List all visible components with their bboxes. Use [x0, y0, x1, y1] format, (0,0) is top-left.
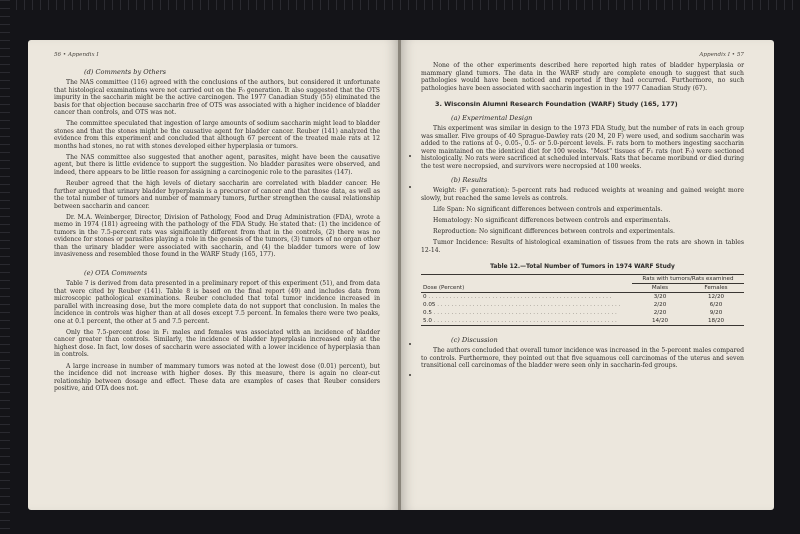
table-empty-cell: [421, 275, 632, 284]
right-page: [401, 40, 774, 510]
left-running-head: 56 • Appendix I: [54, 52, 99, 58]
table-dose-cell: 5.0 . . .: [421, 317, 632, 326]
scan-ruler-top: [0, 0, 800, 10]
table-females-cell: 12/20: [707, 294, 725, 301]
table-males-cell: 14/20: [651, 318, 669, 325]
binding-mark: [409, 343, 411, 345]
left-page: [28, 40, 398, 510]
table-females-cell: 6/20: [709, 302, 723, 309]
results-paragraph: Hematology: No significant differences between controls and experimentals.: [433, 217, 671, 225]
table-females-cell: 9/20: [709, 310, 723, 317]
discussion-paragraph: The authors concluded that overall tumor incidence was increased in the 5-percent males compared to controls. Furthermore, they pointed out that five squamous cell carcinomas of the uterus and seven transitional cell carcinomas of the bladder were seen only in saccharin-fed groups.: [421, 347, 744, 370]
left-paragraph: The committee speculated that ingestion of large amounts of sodium saccharin might lead to bladder stones and that the stones might be the causative agent for bladder cancer. Reuber (141) analyzed the evidence from this experiment and concluded that although 67 percent of the treated male rats at 12 months had stones, no rat with stones developed either hyperplasia or tumors.: [54, 120, 380, 150]
warf-section-heading: 3. Wisconsin Alumni Research Foundation (WARF) Study (165, 177): [435, 100, 678, 109]
table-dose-cell: 0 . . .: [421, 293, 632, 302]
design-paragraph: This experiment was similar in design to the 1973 FDA Study, but the number of rats in each group was smaller. Five groups of 40 Sprague-Dawley rats (20 M, 20 F) were used, and sodium saccharin was added to the rations at 0-, 0.05-, 0.5- or 5.0-percent levels. F₁ rats born to mothers ingesting saccharin were maintained on the identical diet for 100 weeks. "Most" tissues of F₁ rats (not F₀) were sectioned histologically. No rats were sacrificed at scheduled intervals. Rats that became moribund or died during the test were necropsied, and survivors were necropsied at 100 weeks.: [421, 125, 744, 170]
table-row: [421, 293, 744, 302]
results-paragraph: Weight: (F₁ generation): 5-percent rats had reduced weights at weaning and gained weight more slowly, but reached the same levels as controls.: [421, 187, 744, 203]
table-row: [421, 301, 744, 309]
table-males-cell: 2/20: [653, 302, 667, 309]
table-dose-header: Dose (Percent): [423, 285, 465, 292]
table-dose-cell: 0.5 . . .: [421, 309, 632, 317]
table-males-header: Males: [651, 285, 669, 292]
binding-mark: [409, 374, 411, 376]
binding-mark: [409, 155, 411, 157]
tumor-table: [421, 274, 744, 326]
table-group-header: Rats with tumors/Rats examined: [632, 275, 744, 284]
left-paragraph: Reuber agreed that the high levels of dietary saccharin are correlated with bladder cancer. He further argued that urinary bladder hyperplasia is a precursor of cancer and that those data, as well as the total number of tumors and number of mammary tumors, further strengthen the causal relationship between saccharin and cancer.: [54, 180, 380, 210]
results-paragraph: Life Span: No significant differences between controls and experimentals.: [433, 206, 663, 214]
results-paragraph: Tumor Incidence: Results of histological examination of tissues from the rats are shown in tables 12-14.: [421, 239, 744, 254]
ota-paragraph: A large increase in number of mammary tumors was noted at the lowest dose (0.01) percent), but the incidence did not increase with higher doses. By this measure, there is again no clear-cut relationship between dosage and effect. These data are examples of cases that Reuber considers positive, and OTA does not.: [54, 362, 380, 393]
table-males-cell: 3/20: [653, 294, 667, 301]
ota-paragraph: Table 7 is derived from data presented in a preliminary report of this experiment (51), and from data that were cited by Reuber (141). Table 8 is based on the final report (49) and includes data from microscopic pathological examinations. Reuber concluded that total tumor incidence increased in parallel with increasing dose, but the more complete data do not support that conclusion. In males the incidence in controls was higher than at all doses except 7.5 percent. In females there were two peaks, one at 0.1 percent, the other at 5 and 7.5 percent.: [54, 280, 380, 325]
table-females-header: Females: [704, 285, 728, 292]
right-intro-paragraph: None of the other experiments described here reported high rates of bladder hyperplasia or mammary gland tumors. The data in the WARF study are complete enough to suggest that such pathologies would have been noticed and reported if they had occurred. Furthermore, no such pathologies have been associated with saccharin ingestion in the 1977 Canadian Study (67).: [421, 62, 744, 92]
left-paragraph: The NAS committee (116) agreed with the conclusions of the authors, but considered it unfortunate that histological examinations were not carried out on the F₀ generation. It also suggested that the OTS impurity in the saccharin might be the active carcinogen. The 1977 Canadian Study (55) eliminated the basis for that objection because saccharin free of OTS was associated with a higher incidence of bladder cancer than controls, and OTS was not.: [54, 79, 380, 117]
table-row: [421, 309, 744, 317]
scan-ruler-left: [0, 0, 10, 534]
results-paragraph: Reproduction: No significant differences between controls and experimentals.: [433, 228, 675, 236]
left-paragraph: Dr. M.A. Weinberger, Director, Division of Pathology, Food and Drug Administration (FDA), wrote a memo in 1974 (181) agreeing with the pathology of the FDA Study. He stated that: (1) the incidence of tumors in the 7.5-percent rats was significantly different from that in the controls, (2) there was no evidence for stones or parasites playing a role in the genesis of the tumors, (3) tumors of no organ other than the urinary bladder were associated with saccharin, and (4) the bladder tumors were of low invasiveness and resembled those found in the WARF Study (165, 177).: [54, 213, 380, 259]
right-running-head: Appendix I • 57: [699, 52, 744, 58]
results-heading: (b) Results: [451, 176, 488, 185]
table-males-cell: 2/20: [653, 310, 667, 317]
left-paragraph: The NAS committee also suggested that another agent, parasites, might have been the causative agent, but there is little evidence to support the suggestion. No bladder parasites were observed, and indeed, there appears to be little reason for assigning a carcinogenic role to the parasites (147).: [54, 153, 380, 177]
comments-by-others-heading: (d) Comments by Others: [84, 68, 167, 76]
binding-mark: [409, 186, 411, 188]
ota-paragraph: Only the 7.5-percent dose in F₁ males and females was associated with an incidence of bladder cancer greater than controls. Similarly, the incidence of bladder hyperplasia increased only at the highest dose. In fact, low doses of saccharin were associated with a lower incidence of hyperplasia than in controls.: [54, 328, 380, 359]
table-title: Table 12.—Total Number of Tumors in 1974 WARF Study: [490, 264, 675, 271]
discussion-heading: (c) Discussion: [451, 336, 498, 345]
table-row: [421, 317, 744, 326]
ota-comments-heading: (e) OTA Comments: [84, 269, 148, 278]
experimental-design-heading: (a) Experimental Design: [451, 114, 533, 123]
table-females-cell: 18/20: [707, 318, 725, 325]
table-dose-cell: 0.05 . . .: [421, 301, 632, 309]
